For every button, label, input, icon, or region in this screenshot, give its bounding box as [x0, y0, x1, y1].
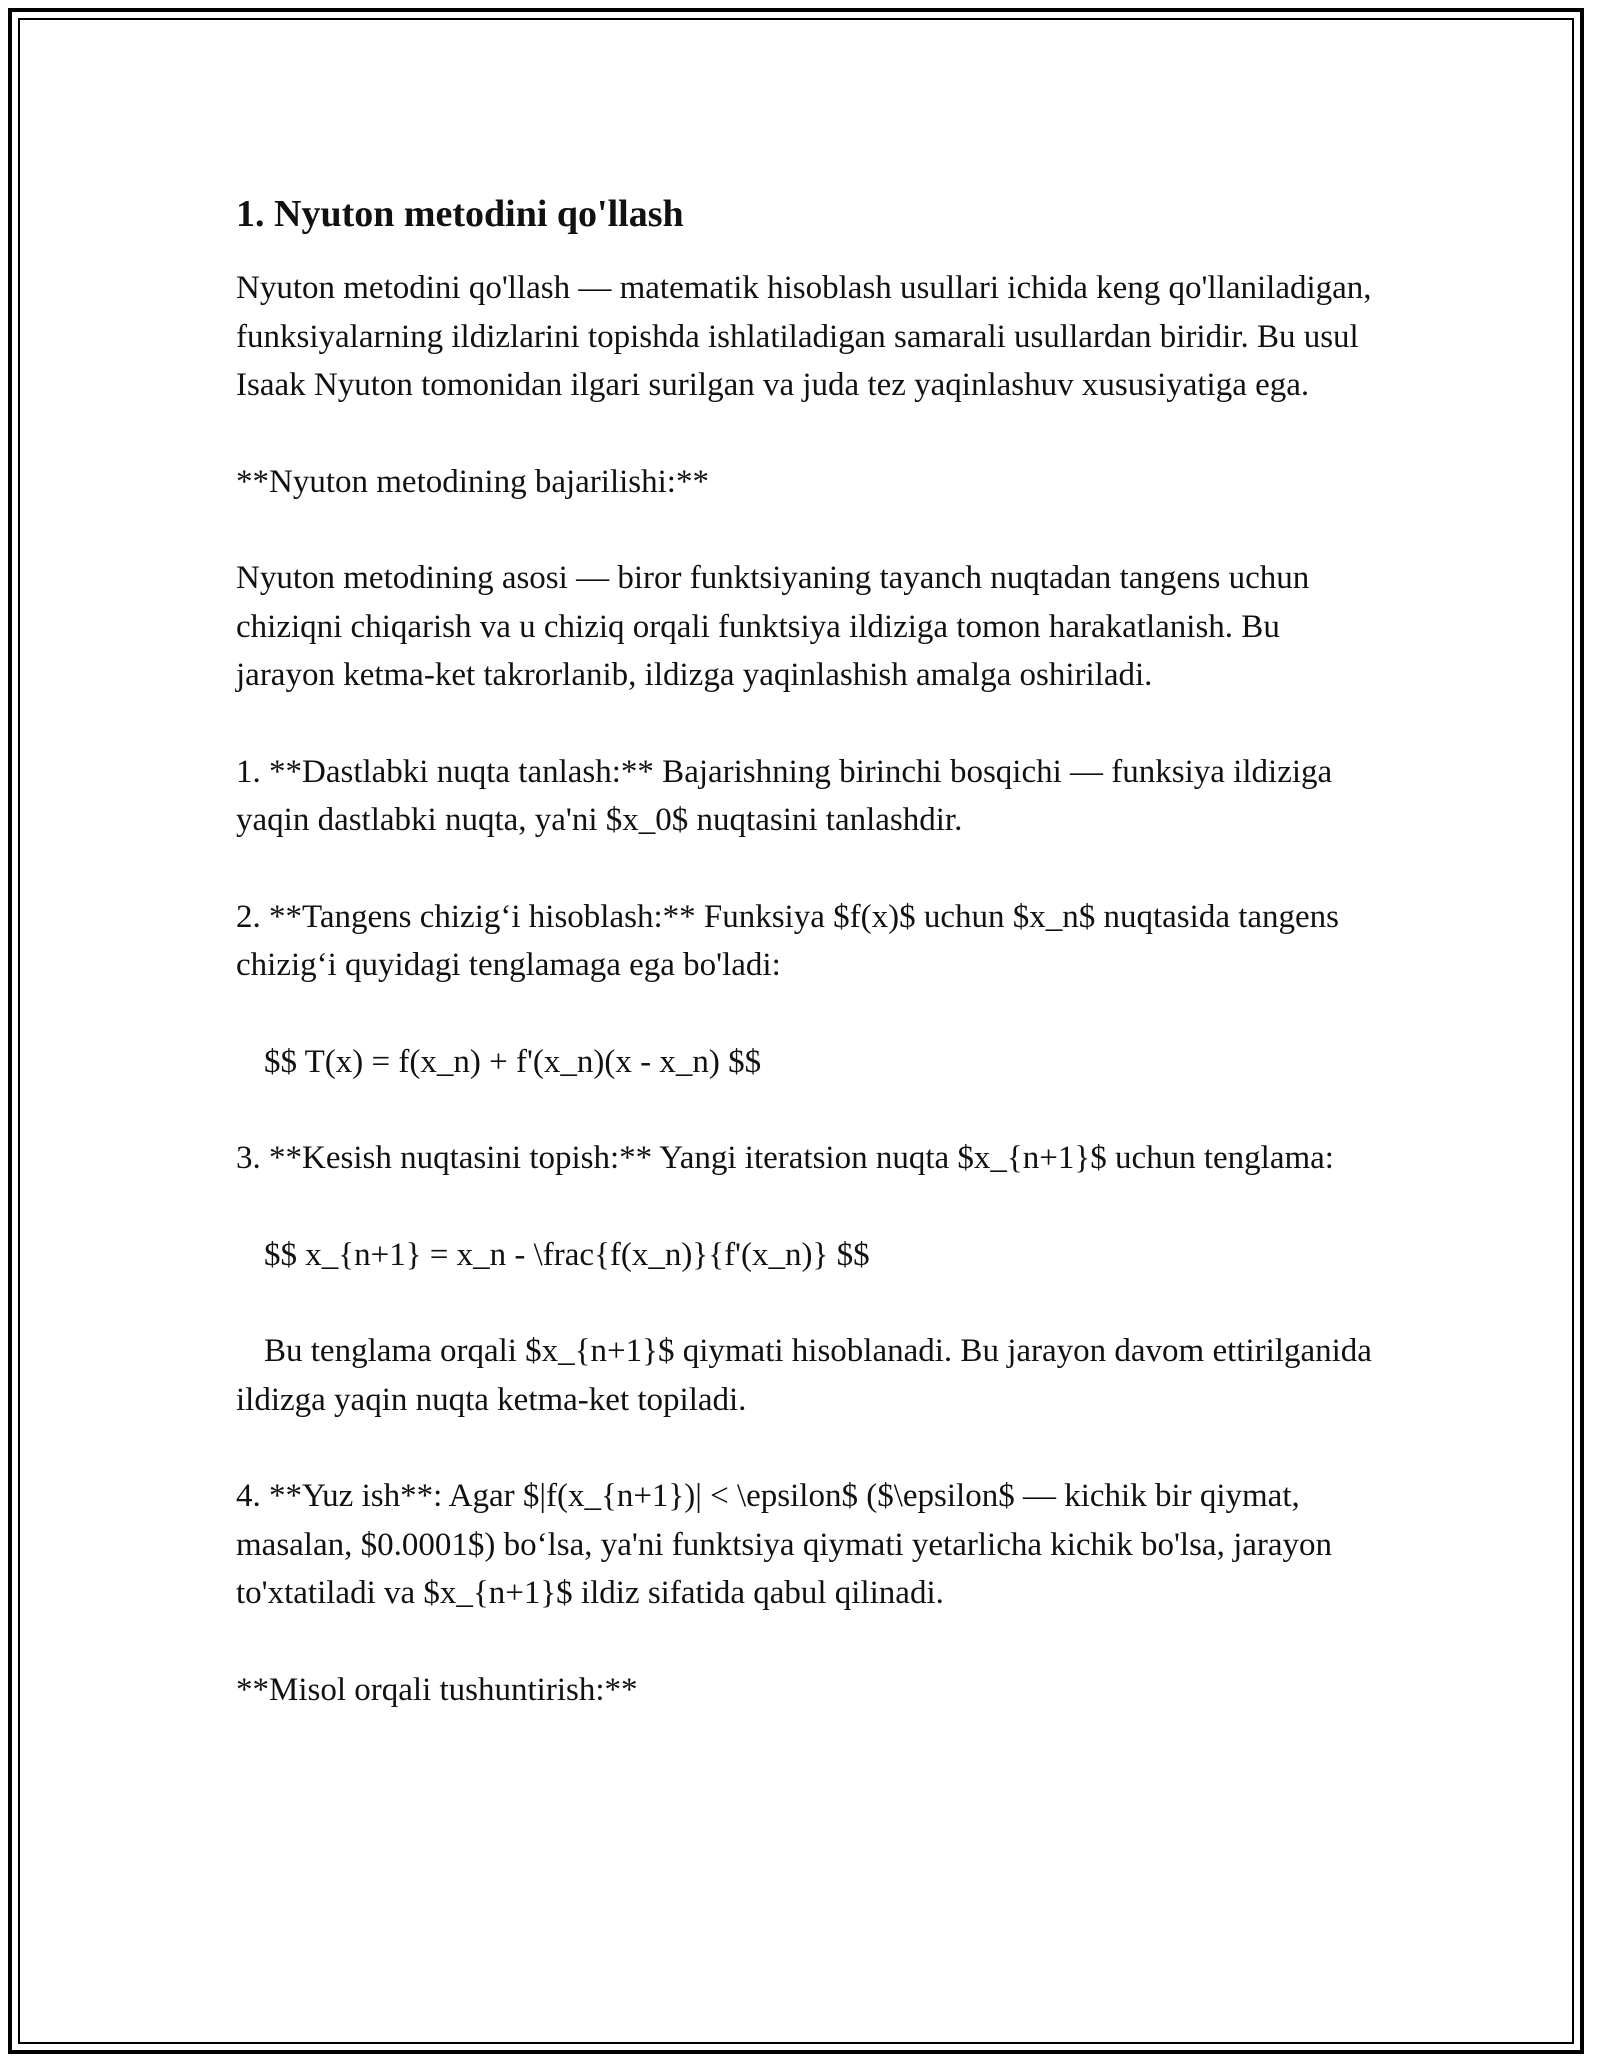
tangent-formula: $$ T(x) = f(x_n) + f'(x_n)(x - x_n) $$	[264, 1043, 762, 1080]
iteration-formula: $$ x_{n+1} = x_n - \frac{f(x_n)}{f'(x_n)} $$	[264, 1236, 870, 1273]
step-2-paragraph: 2. **Tangens chizig‘i hisoblash:** Funksiya $f(x)$ uchun $x_n$ nuqtasida tangens chizig‘i quyidagi tenglamaga ega bo'ladi:	[236, 898, 1348, 983]
document-body	[236, 188, 1381, 1762]
section-heading-execution: **Nyuton metodining bajarilishi:**	[236, 463, 709, 500]
iteration-explanation: Bu tenglama orqali $x_{n+1}$ qiymati hisoblanadi. Bu jarayon davom ettirilganida ildizga yaqin nuqta ketma-ket topiladi.	[236, 1333, 1381, 1418]
step-4-paragraph: 4. **Yuz ish**: Agar $|f(x_{n+1})| < \epsilon$ ($\epsilon$ — kichik bir qiymat, masalan, $0.0001$) bo‘lsa, ya'ni funktsiya qiymati yetarlicha kichik bo'lsa, jarayon to'xtatiladi va $x_{n+1}$ ildiz sifatida qabul qilinadi.	[236, 1478, 1341, 1611]
step-3-paragraph: 3. **Kesish nuqtasini topish:** Yangi iteratsion nuqta $x_{n+1}$ uchun tenglama:	[236, 1140, 1334, 1176]
intro-paragraph: Nyuton metodini qo'llash — matematik hisoblash usullari ichida keng qo'llaniladigan, funksiyalarning ildizlarini topishda ishlatiladigan samarali usullardan biridir. Bu usul Isaak Nyuton tomonidan ilgari surilgan va juda tez yaqinlashuv xususiyatiga ega.	[236, 270, 1380, 403]
section-heading-example: **Misol orqali tushuntirish:**	[236, 1671, 638, 1708]
step-1-paragraph: 1. **Dastlabki nuqta tanlash:** Bajarishning birinchi bosqichi — funksiya ildiziga yaqin dastlabki nuqta, ya'ni $x_0$ nuqtasini tanlashdir.	[236, 753, 1341, 838]
method-basis-paragraph: Nyuton metodining asosi — biror funktsiyaning tayanch nuqtadan tangens uchun chiziqni chiqarish va u chiziq orqali funktsiya ildiziga tomon harakatlanish. Bu jarayon ketma-ket takrorlanib, ildizga yaqinlashish amalga oshiriladi.	[236, 560, 1318, 693]
document-title: 1. Nyuton metodini qo'llash	[236, 193, 684, 235]
